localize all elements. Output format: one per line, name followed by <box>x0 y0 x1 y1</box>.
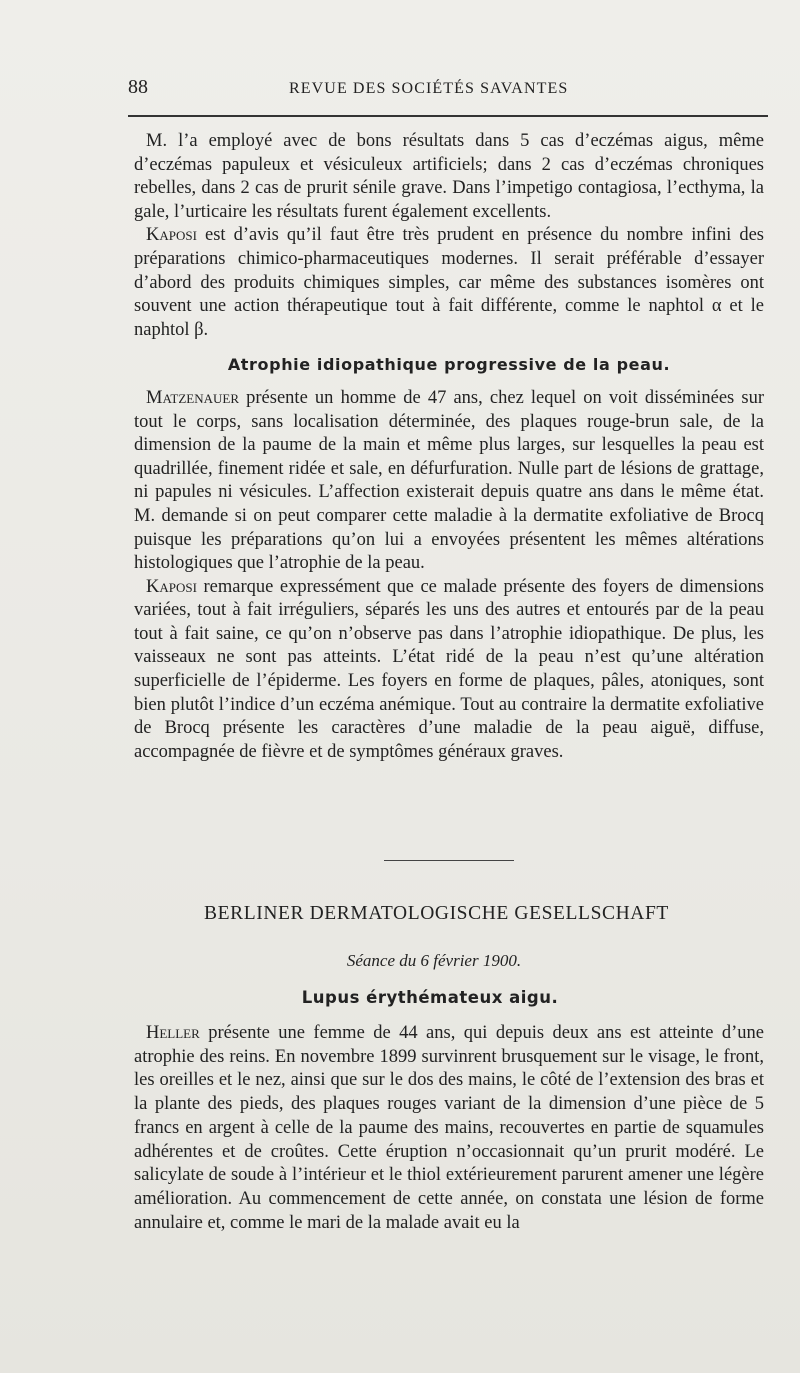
author-name: Kaposi <box>146 225 197 246</box>
paragraph-eczema-results: M. l’a employé avec de bons résultats dans 5 cas d’eczémas aigus, même d’eczémas papuleux et vésiculeux artificiels; dans 2 cas d’eczémas chroniques rebelles, dans 2 cas de prurit sénile grave. Dans l’impetigo contagiosa, l’ecthyma, la gale, l’urticaire les résultats furent également excellents. <box>134 131 764 222</box>
paragraph-heller-case <box>134 1022 764 1235</box>
author-name: Heller <box>146 1023 200 1043</box>
section-heading-lupus-text: Lupus érythémateux aigu. <box>301 988 559 1007</box>
session-date <box>0 951 800 971</box>
society-title: BERLINER DERMATOLOGISCHE GESELLSCHAFT <box>204 903 669 924</box>
paragraph-text: est d’avis qu’il faut être très prudent en présence du nombre infini des préparations chimico-pharmaceutiques modernes. Il serait préférable d’essayer d’abord des produits chimiques simples, car même des substances isomères ont souvent une action thérapeutique tout à fait différente, comme le naphtol α et le naphtol β. <box>134 225 764 340</box>
paragraph-text: présente un homme de 47 ans, chez lequel on voit disséminées sur tout le corps, sans localisation déterminée, des plaques rouge-brun sale, de la dimension de la paume de la main et même plus larges, sur lesquelles la peau est quadrillée, finement ridée et sale, en défurfuration. Nulle part de lésions de grattage, ni papules ni vésicules. L’affection existerait depuis quatre ans dans le même état. M. demande si on peut comparer cette maladie à la dermatite exfoliative de Brocq puisque les préparations qu’on lui a envoyées présentent les mêmes altérations histologiques que l’atrophie de la peau. <box>134 387 764 574</box>
paragraph-text: remarque expressément que ce malade présente des foyers de dimensions variées, tout à fait irréguliers, séparés les uns des autres et entourés par de la peau tout à fait saine, ce qu’on n’observe pas dans l’atrophie idiopathique. De plus, les vaisseaux ne sont pas atteints. L’état ridé de la peau n’est qu’une altération superficielle de l’épiderme. Les foyers en forme de plaques, pâles, atoniques, sont bien plutôt l’indice d’un eczéma anémique. Tout au contraire la dermatite exfoliative de Brocq présente les caractères d’une maladie de la peau aiguë, diffuse, accompagnée de fièvre et de symptômes généraux graves. <box>134 576 764 762</box>
page-number: 88 <box>128 76 148 98</box>
author-name: Kaposi <box>146 576 197 597</box>
running-title: REVUE DES SOCIÉTÉS SAVANTES <box>289 80 569 97</box>
author-name: Matzenauer <box>146 387 239 408</box>
section-heading-atrophie: Atrophie idiopathique progressive de la peau. <box>227 355 671 375</box>
section-berlin-text <box>134 1022 764 1235</box>
paragraph-text: présente une femme de 44 ans, qui depuis deux ans est atteinte d’une atrophie des reins. En novembre 1899 survinrent brusquement sur le visage, le front, les oreilles et le nez, ainsi que sur le dos des mains, le côté de l’extension des bras et la plante des pieds, des plaques rouges variant de la dimension d’une pièce de 5 francs en argent à celle de la paume des mains, recouvertes en partie de squamules adhérentes et de croûtes. Cette éruption n’occasionnait qu’un prurit modéré. Le salicylate de soude à l’intérieur et le thiol extérieurement parurent amener une légère amélioration. Au commencement de cette année, on constata une lésion de forme annulaire et, comme le mari de la malade avait eu la <box>134 1023 764 1233</box>
page-header <box>128 76 768 100</box>
paragraph-matzenauer-case <box>134 387 764 576</box>
section-heading-lupus <box>0 988 800 1007</box>
paragraph-kaposi-opinion <box>134 224 764 342</box>
session-date-text: Séance du 6 février 1900. <box>346 951 522 970</box>
paragraph-kaposi-remark <box>134 576 764 765</box>
section-viennese-text <box>134 130 764 764</box>
section-separator <box>384 860 514 861</box>
header-rule <box>128 115 768 117</box>
